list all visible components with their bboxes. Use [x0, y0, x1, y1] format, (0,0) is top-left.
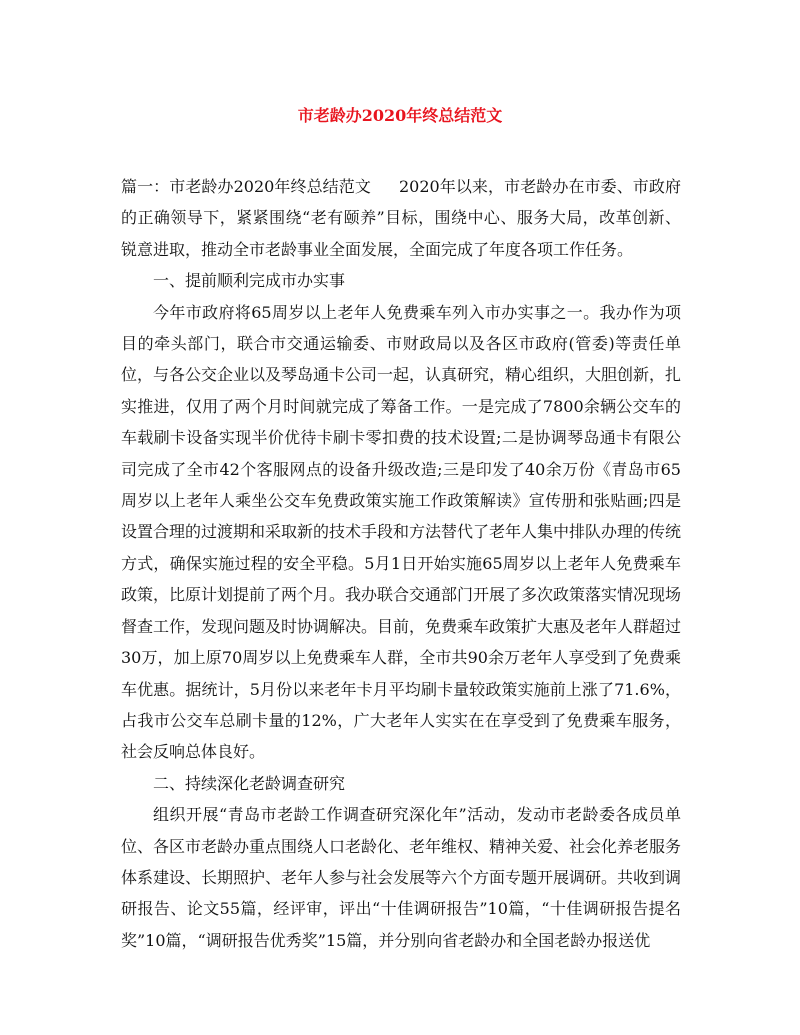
- document-body: [121, 171, 681, 956]
- section1-paragraph: 今年市政府将65周岁以上老年人免费乘车列入市办实事之一。我办作为项目的牵头部门，联合市交通运输委、市财政局以及各区市政府(管委)等责任单位，与各公交企业以及琴岛通卡公司一起，认真研究，精心组织，大胆创新，扎实推进，仅用了两个月时间就完成了筹备工作。一是完成了7800余辆公交车的车载刷卡设备实现半价优待卡刷卡零扣费的技术设置;二是协调琴岛通卡有限公司完成了全市42个客服网点的设备升级改造;三是印发了40余万份《青岛市65周岁以上老年人乘坐公交车免费政策实施工作政策解读》宣传册和张贴画;四是设置合理的过渡期和采取新的技术手段和方法替代了老年人集中排队办理的传统方式，确保实施过程的安全平稳。5月1日开始实施65周岁以上老年人免费乘车政策，比原计划提前了两个月。我办联合交通部门开展了多次政策落实情况现场督查工作，发现问题及时协调解决。目前，免费乘车政策扩大惠及老年人群超过30万，加上原70周岁以上免费乘车人群，全市共90余万老年人享受到了免费乘车优惠。据统计，5月份以来老年卡月平均刷卡量较政策实施前上涨了71.6%，占我市公交车总刷卡量的12%，广大老年人实实在在享受到了免费乘车服务，社会反响总体良好。: [121, 302, 682, 762]
- intro-label: 篇一：市老龄办2020年终总结范文: [121, 177, 371, 196]
- section2-heading: 二、持续深化老龄调查研究: [153, 773, 346, 793]
- section1-heading: 一、提前顺利完成市办实事: [153, 271, 346, 291]
- document-title: 市老龄办2020年终总结范文: [297, 106, 503, 125]
- intro-paragraph: [121, 171, 681, 265]
- section2-paragraph: 组织开展“青岛市老龄工作调查研究深化年”活动，发动市老龄委各成员单位、各区市老龄办重点围绕人口老龄化、老年维权、精神关爱、社会化养老服务体系建设、长期照护、老年人参与社会发展等六个方面专题开展调研。共收到调研报告、论文55篇，经评审，评出“十佳调研报告”10篇，“十佳调研报告提名奖”10篇，“调研报告优秀奖”15篇，并分别向省老龄办和全国老龄办报送优: [121, 805, 682, 950]
- intro-text: 2020年以来，市老龄办在市委、市政府的正确领导下，紧紧围绕“老有颐养”目标，围绕中心、服务大局，改革创新、锐意进取，推动全市老龄事业全面发展，全面完成了年度各项工作任务。: [121, 177, 681, 259]
